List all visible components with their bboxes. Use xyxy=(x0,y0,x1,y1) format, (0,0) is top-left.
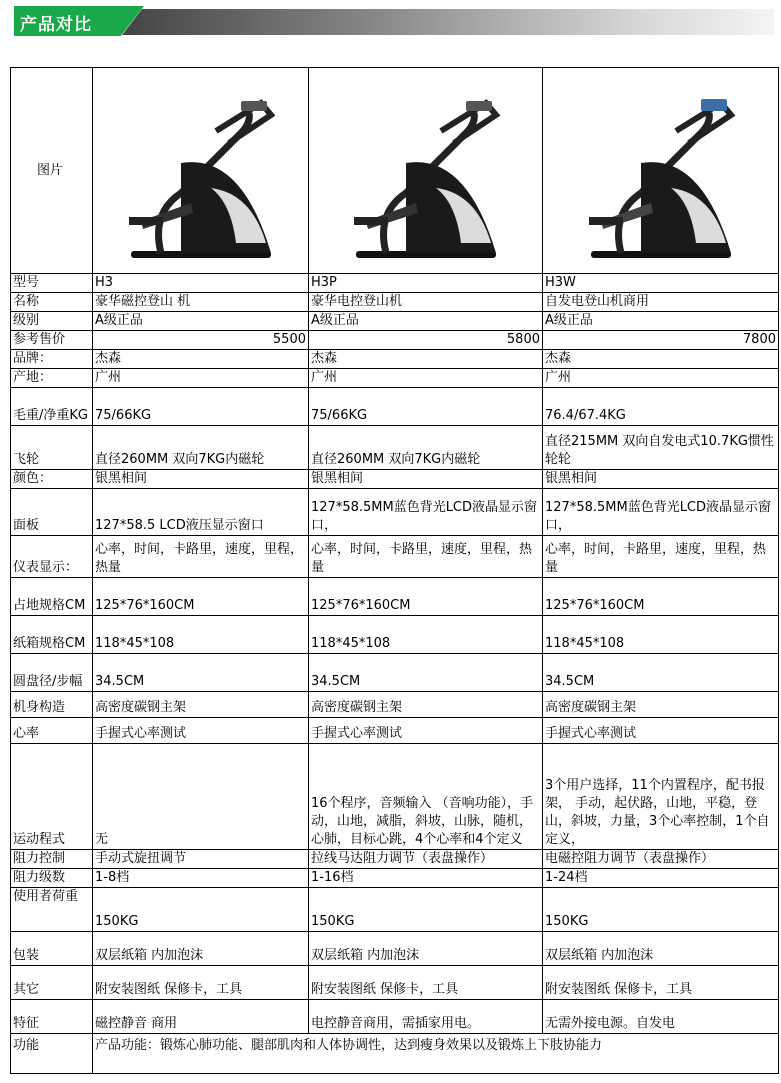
table-row xyxy=(11,536,779,578)
cell-h3p: 1-16档 xyxy=(309,869,543,888)
cell-h3p: 杰森 xyxy=(309,350,543,369)
cell-h3: 手握式心率测试 xyxy=(93,718,309,744)
cell-h3: 5500 xyxy=(93,331,309,350)
cell-h3p: 16个程序，音频输入 （音响功能），手动，山地，减脂，斜坡，山脉，随机，心肺，目标心跳，4个心率和4个定义 xyxy=(309,744,543,850)
table-row xyxy=(11,966,779,1000)
table-row xyxy=(11,692,779,718)
row-label: 面板 xyxy=(11,489,93,536)
table-row xyxy=(11,489,779,536)
table-row xyxy=(11,388,779,426)
table-row xyxy=(11,744,779,850)
cell-h3p: 127*58.5MM蓝色背光LCD液晶显示窗口， xyxy=(309,489,543,536)
row-label: 图片 xyxy=(11,68,93,274)
cell-h3w: 电磁控阻力调节（表盘操作） xyxy=(543,850,779,869)
cell-h3w: A级正品 xyxy=(543,312,779,331)
cell-h3w: 银黑相间 xyxy=(543,470,779,489)
row-label: 仪表显示： xyxy=(11,536,93,578)
cell-h3: 豪华磁控登山 机 xyxy=(93,293,309,312)
table-row xyxy=(11,426,779,470)
table-row xyxy=(11,350,779,369)
cell-h3p: H3P xyxy=(309,274,543,293)
row-label: 机身构造 xyxy=(11,692,93,718)
row-label: 纸箱规格CM xyxy=(11,616,93,654)
cell-h3: 75/66KG xyxy=(93,388,309,426)
cell-h3: 125*76*160CM xyxy=(93,578,309,616)
cell-h3w: 直径215MM 双向自发电式10.7KG惯性轮轮 xyxy=(543,426,779,470)
cell-h3p: A级正品 xyxy=(309,312,543,331)
cell-h3p: 拉线马达阻力调节（表盘操作） xyxy=(309,850,543,869)
table-row xyxy=(11,470,779,489)
row-label: 功能 xyxy=(11,1034,93,1074)
row-label: 运动程式 xyxy=(11,744,93,850)
row-label: 参考售价 xyxy=(11,331,93,350)
cell-h3p: 广州 xyxy=(309,369,543,388)
cell-h3: 附安装图纸 保修卡，工具 xyxy=(93,966,309,1000)
table-row xyxy=(11,1034,779,1074)
row-label: 阻力级数 xyxy=(11,869,93,888)
row-label: 圆盘径/步幅 xyxy=(11,654,93,692)
cell-h3: 广州 xyxy=(93,369,309,388)
table-row xyxy=(11,718,779,744)
cell-h3p: 34.5CM xyxy=(309,654,543,692)
cell-h3p: 银黑相间 xyxy=(309,470,543,489)
stair-climber-icon xyxy=(581,93,741,273)
row-label: 使用者荷重 xyxy=(11,888,93,932)
cell-h3w: 34.5CM xyxy=(543,654,779,692)
cell-h3w: 125*76*160CM xyxy=(543,578,779,616)
row-label: 阻力控制 xyxy=(11,850,93,869)
cell-h3p: 125*76*160CM xyxy=(309,578,543,616)
cell-h3w: 高密度碳钢主架 xyxy=(543,692,779,718)
product-image-h3 xyxy=(93,68,309,274)
cell-h3p: 5800 xyxy=(309,331,543,350)
cell-h3p: 附安装图纸 保修卡，工具 xyxy=(309,966,543,1000)
cell-h3w: 118*45*108 xyxy=(543,616,779,654)
cell-h3: A级正品 xyxy=(93,312,309,331)
row-label: 品牌： xyxy=(11,350,93,369)
row-label: 颜色： xyxy=(11,470,93,489)
section-header xyxy=(14,6,774,36)
table-row xyxy=(11,369,779,388)
table-row xyxy=(11,578,779,616)
cell-h3p: 118*45*108 xyxy=(309,616,543,654)
cell-h3: 手动式旋扭调节 xyxy=(93,850,309,869)
product-image-h3w xyxy=(543,68,779,274)
cell-h3p: 电控静音商用，需插家用电。 xyxy=(309,1000,543,1034)
row-label: 飞轮 xyxy=(11,426,93,470)
table-row xyxy=(11,293,779,312)
cell-h3w: 心率，时间，卡路里，速度，里程，热量 xyxy=(543,536,779,578)
row-label: 心率 xyxy=(11,718,93,744)
table-row xyxy=(11,312,779,331)
table-row xyxy=(11,331,779,350)
cell-h3w: 7800 xyxy=(543,331,779,350)
row-label: 特征 xyxy=(11,1000,93,1034)
product-image-h3p xyxy=(309,68,543,274)
table-row xyxy=(11,274,779,293)
cell-h3w: 手握式心率测试 xyxy=(543,718,779,744)
cell-h3w: 杰森 xyxy=(543,350,779,369)
row-label: 其它 xyxy=(11,966,93,1000)
row-label: 毛重/净重KG xyxy=(11,388,93,426)
product-comparison-table xyxy=(10,67,779,1074)
cell-h3w: 双层纸箱 内加泡沫 xyxy=(543,932,779,966)
table-row xyxy=(11,616,779,654)
row-label: 占地规格CM xyxy=(11,578,93,616)
table-row xyxy=(11,932,779,966)
cell-h3p: 75/66KG xyxy=(309,388,543,426)
header-gradient-bar xyxy=(122,9,774,35)
row-label: 级别 xyxy=(11,312,93,331)
cell-h3w: 127*58.5MM蓝色背光LCD液晶显示窗口， xyxy=(543,489,779,536)
cell-h3p: 双层纸箱 内加泡沫 xyxy=(309,932,543,966)
cell-h3w: 无需外接电源。自发电 xyxy=(543,1000,779,1034)
cell-h3: 150KG xyxy=(93,888,309,932)
table-row xyxy=(11,1000,779,1034)
cell-h3p: 150KG xyxy=(309,888,543,932)
cell-h3: 127*58.5 LCD液压显示窗口 xyxy=(93,489,309,536)
row-label: 名称 xyxy=(11,293,93,312)
stair-climber-icon xyxy=(346,93,506,273)
cell-h3w: 1-24档 xyxy=(543,869,779,888)
cell-h3w: H3W xyxy=(543,274,779,293)
row-label: 包装 xyxy=(11,932,93,966)
cell-h3w: 广州 xyxy=(543,369,779,388)
table-row xyxy=(11,850,779,869)
cell-h3: 118*45*108 xyxy=(93,616,309,654)
cell-h3p: 豪华电控登山机 xyxy=(309,293,543,312)
table-row xyxy=(11,654,779,692)
cell-h3: 无 xyxy=(93,744,309,850)
row-label: 型号 xyxy=(11,274,93,293)
cell-h3: 心率，时间，卡路里，速度，里程，热量 xyxy=(93,536,309,578)
header-title: 产品对比 xyxy=(20,15,92,35)
cell-h3: 磁控静音 商用 xyxy=(93,1000,309,1034)
cell-h3p: 高密度碳钢主架 xyxy=(309,692,543,718)
cell-h3: H3 xyxy=(93,274,309,293)
cell-h3: 杰森 xyxy=(93,350,309,369)
cell-h3w: 3个用户选择，11个内置程序，配书报架， 手动，起伏路，山地，平稳，登山，斜坡，力量，3个心率控制，1个自定义， xyxy=(543,744,779,850)
cell-h3p: 直径260MM 双向7KG内磁轮 xyxy=(309,426,543,470)
cell-h3: 34.5CM xyxy=(93,654,309,692)
cell-h3w: 附安装图纸 保修卡，工具 xyxy=(543,966,779,1000)
table-row xyxy=(11,869,779,888)
cell-h3w: 自发电登山机商用 xyxy=(543,293,779,312)
cell-h3: 1-8档 xyxy=(93,869,309,888)
cell-h3: 高密度碳钢主架 xyxy=(93,692,309,718)
cell-h3w: 76.4/67.4KG xyxy=(543,388,779,426)
cell-h3w: 150KG xyxy=(543,888,779,932)
stair-climber-icon xyxy=(121,93,281,273)
row-label: 产地： xyxy=(11,369,93,388)
table-row xyxy=(11,888,779,932)
cell-h3: 银黑相间 xyxy=(93,470,309,489)
cell-h3: 直径260MM 双向7KG内磁轮 xyxy=(93,426,309,470)
function-description: 产品功能：锻炼心肺功能、腿部肌肉和人体协调性，达到瘦身效果以及锻炼上下肢协能力 xyxy=(93,1034,779,1074)
cell-h3p: 心率，时间，卡路里，速度，里程，热量 xyxy=(309,536,543,578)
row-image xyxy=(11,68,779,274)
cell-h3: 双层纸箱 内加泡沫 xyxy=(93,932,309,966)
cell-h3p: 手握式心率测试 xyxy=(309,718,543,744)
